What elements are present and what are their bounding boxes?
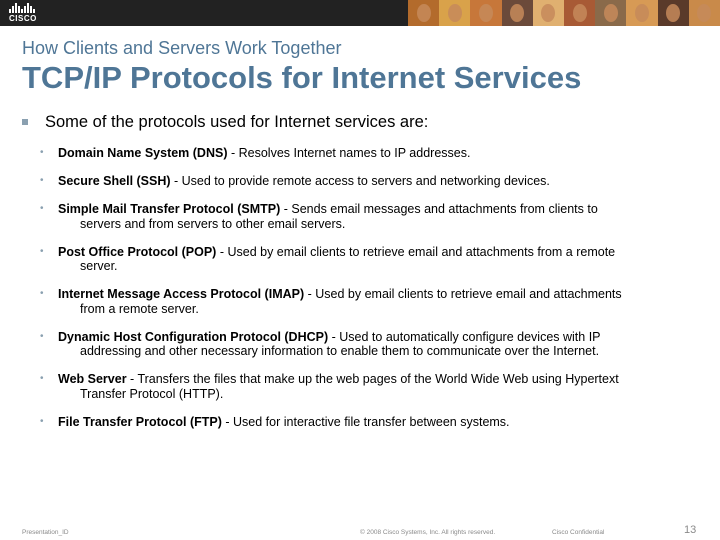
list-item bbox=[40, 245, 700, 274]
person-photo-icon bbox=[510, 4, 524, 22]
banner-photo bbox=[689, 0, 720, 26]
protocol-desc: - Resolves Internet names to IP addresses. bbox=[227, 146, 471, 160]
square-bullet-icon bbox=[22, 119, 28, 125]
protocol-desc-cont: servers and from servers to other email servers. bbox=[80, 216, 346, 231]
protocol-desc: - Used by email clients to retrieve email and attachments from a remote bbox=[216, 244, 616, 259]
protocol-desc: - Used to provide remote access to servers and networking devices. bbox=[170, 174, 550, 188]
protocol-name: Simple Mail Transfer Protocol (SMTP) bbox=[58, 202, 281, 216]
page-number: 13 bbox=[684, 524, 697, 536]
logo-bars-icon bbox=[9, 3, 43, 13]
bullet-icon: • bbox=[40, 288, 44, 299]
protocol-desc: - Sends email messages and attachments from clients to bbox=[280, 202, 598, 216]
banner-photo bbox=[626, 0, 657, 26]
protocol-name: Post Office Protocol (POP) bbox=[58, 244, 217, 259]
list-item bbox=[40, 415, 700, 430]
person-photo-icon bbox=[604, 4, 618, 22]
bullet-icon: • bbox=[40, 245, 44, 257]
person-photo-icon bbox=[479, 4, 493, 22]
banner-photo bbox=[533, 0, 564, 26]
logo-text: CISCO bbox=[9, 14, 37, 23]
slide-subtitle: How Clients and Servers Work Together bbox=[22, 38, 342, 58]
protocol-desc: - Used for interactive file transfer between systems. bbox=[221, 414, 510, 429]
protocol-desc-cont: server. bbox=[80, 259, 118, 273]
protocol-name: Secure Shell (SSH) bbox=[58, 174, 171, 188]
banner-photo bbox=[502, 0, 533, 26]
footer-copyright: © 2008 Cisco Systems, Inc. All rights reserved. bbox=[360, 529, 496, 536]
protocol-name: Dynamic Host Configuration Protocol (DHCP) bbox=[58, 329, 329, 344]
list-item bbox=[40, 146, 700, 161]
protocol-name: Internet Message Access Protocol (IMAP) bbox=[58, 287, 305, 301]
bullet-icon: • bbox=[40, 175, 44, 186]
top-banner bbox=[0, 0, 720, 26]
banner-photo bbox=[439, 0, 470, 26]
protocol-desc-cont: from a remote server. bbox=[80, 301, 199, 316]
banner-photo bbox=[595, 0, 626, 26]
main-bullet-text: Some of the protocols used for Internet services are: bbox=[45, 113, 429, 131]
protocol-desc: - Used to automatically configure devices with IP bbox=[328, 329, 601, 344]
protocol-desc-cont: addressing and other necessary information to enable them to communicate over the Internet. bbox=[80, 344, 600, 358]
protocol-desc: - Transfers the files that make up the web pages of the World Wide Web using Hypertext bbox=[126, 372, 619, 386]
protocol-desc-cont: Transfer Protocol (HTTP). bbox=[80, 386, 224, 401]
bullet-icon: • bbox=[40, 415, 44, 427]
protocol-name: Domain Name System (DNS) bbox=[58, 146, 228, 160]
footer-confidential: Cisco Confidential bbox=[552, 529, 605, 536]
list-item bbox=[40, 372, 700, 401]
cisco-logo bbox=[9, 3, 43, 23]
person-photo-icon bbox=[448, 4, 462, 22]
person-photo-icon bbox=[697, 4, 711, 22]
protocol-list bbox=[40, 146, 700, 443]
list-item bbox=[40, 330, 700, 359]
bullet-icon: • bbox=[40, 203, 44, 214]
person-photo-icon bbox=[573, 4, 587, 22]
protocol-name: Web Server bbox=[58, 372, 127, 386]
person-photo-icon bbox=[541, 4, 555, 22]
banner-photo bbox=[658, 0, 689, 26]
main-bullet bbox=[22, 113, 428, 132]
person-photo-icon bbox=[417, 4, 431, 22]
person-photo-icon bbox=[635, 4, 649, 22]
list-item bbox=[40, 202, 700, 231]
list-item bbox=[40, 174, 700, 189]
list-item bbox=[40, 287, 700, 316]
banner-photo bbox=[470, 0, 501, 26]
banner-photo bbox=[408, 0, 439, 26]
bullet-icon: • bbox=[40, 330, 44, 342]
bullet-icon: • bbox=[40, 373, 44, 384]
slide-title: TCP/IP Protocols for Internet Services bbox=[22, 60, 582, 95]
footer-presentation-id: Presentation_ID bbox=[22, 529, 69, 536]
protocol-name: File Transfer Protocol (FTP) bbox=[58, 414, 222, 429]
protocol-desc: - Used by email clients to retrieve email and attachments bbox=[304, 287, 622, 301]
bullet-icon: • bbox=[40, 147, 44, 158]
banner-photo bbox=[564, 0, 595, 26]
photo-strip bbox=[408, 0, 720, 26]
person-photo-icon bbox=[666, 4, 680, 22]
